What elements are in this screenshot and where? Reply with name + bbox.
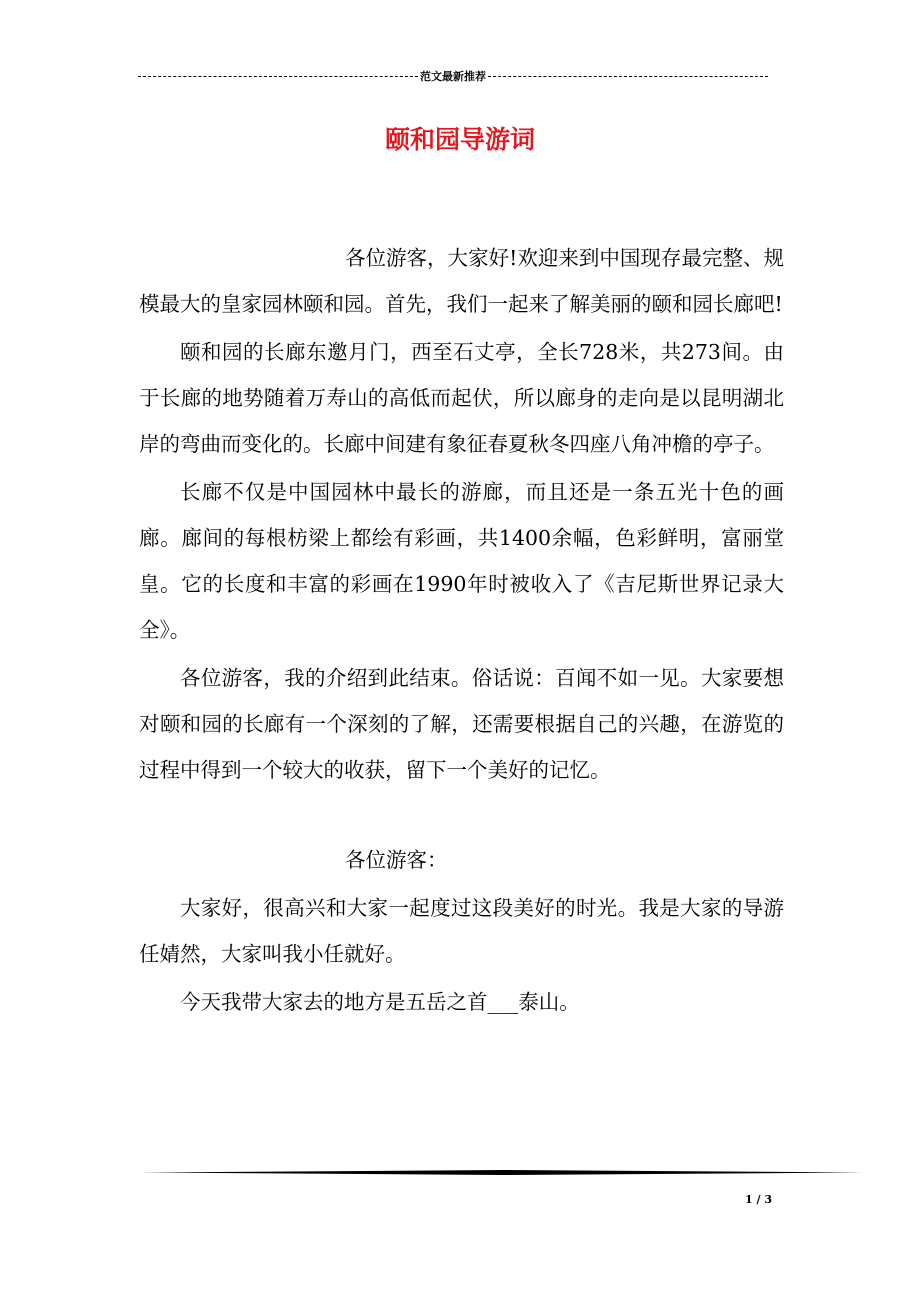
- footer-rule: [140, 1170, 864, 1175]
- paragraph-guide-intro: 大家好，很高兴和大家一起度过这段美好的时光。我是大家的导游任婧然，大家叫我小任就好。: [139, 896, 784, 966]
- paragraph-welcome: 各位游客，大家好!欢迎来到中国现存最完整、规模最大的皇家园林颐和园。首先，我们一起来了解美丽的颐和园长廊吧!: [139, 246, 784, 316]
- paragraph-corridor-paintings: 长廊不仅是中国园林中最长的游廊，而且还是一条五光十色的画廊。廊间的每根枋梁上都绘有彩画，共1400余幅，色彩鲜明，富丽堂皇。它的长度和丰富的彩画在1990年时被收入了《吉尼斯世界记录大全》。: [139, 480, 784, 642]
- document-body: [139, 235, 784, 1027]
- paragraph-greeting: 各位游客：: [345, 848, 448, 872]
- header-dash-right: [488, 76, 768, 77]
- paragraph-closing: 各位游客，我的介绍到此结束。俗话说：百闻不如一见。大家要想对颐和园的长廊有一个深刻的了解，还需要根据自己的兴趣，在游览的过程中得到一个较大的收获，留下一个美好的记忆。: [139, 666, 784, 782]
- paragraph-taishan: 今天我带大家去的地方是五岳之首___泰山。: [180, 990, 580, 1014]
- document-title: 颐和园导游词: [384, 125, 535, 154]
- header-label: 范文最新推荐: [420, 70, 486, 83]
- paragraph-corridor-length: 颐和园的长廊东邀月门，西至石丈亭，全长728米，共273间。由于长廊的地势随着万寿山的高低而起伏，所以廊身的走向是以昆明湖北岸的弯曲而变化的。长廊中间建有象征春夏秋冬四座八角冲檐的亭子。: [139, 340, 784, 456]
- page-header: [138, 68, 768, 84]
- header-dash-left: [138, 76, 418, 77]
- page-number: 1 / 3: [745, 1193, 772, 1206]
